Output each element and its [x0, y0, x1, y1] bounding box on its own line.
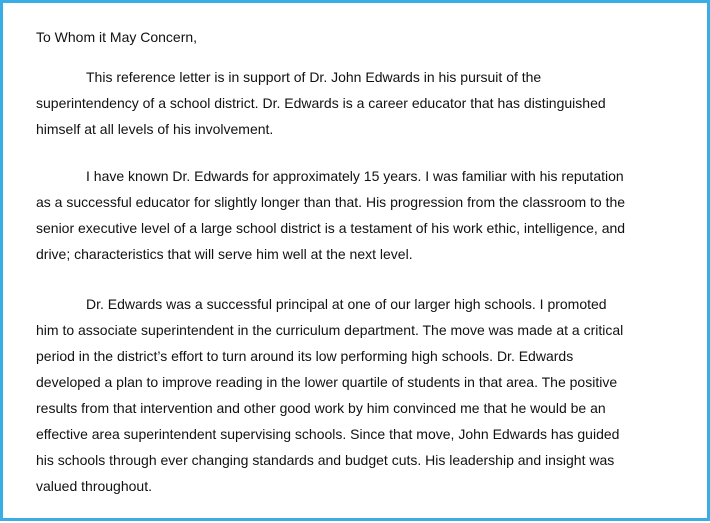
- reference-letter: [36, 25, 686, 523]
- paragraph-2: [36, 163, 686, 267]
- paragraph-1: [36, 64, 686, 142]
- paragraph-line: superintendency of a school district. Dr. Edwards is a career educator that has distinguished: [36, 95, 606, 111]
- paragraph-line: This reference letter is in support of Dr. John Edwards in his pursuit of the: [86, 69, 542, 85]
- paragraph-line: effective area superintendent supervising schools. Since that move, John Edwards has guided: [36, 426, 620, 442]
- paragraph-3: [36, 291, 686, 499]
- paragraph-line: I have known Dr. Edwards for approximately 15 years. I was familiar with his reputation: [86, 168, 624, 184]
- paragraph-line: senior executive level of a large school district is a testament of his work ethic, intelligence, and: [36, 220, 626, 236]
- paragraph-line: period in the district’s effort to turn around its low performing high schools. Dr. Edwards: [36, 348, 574, 364]
- paragraph-line: valued throughout.: [36, 478, 152, 494]
- paragraph-line: developed a plan to improve reading in the lower quartile of students in that area. The positive: [36, 374, 618, 390]
- salutation: To Whom it May Concern,: [36, 29, 198, 45]
- paragraph-line: Dr. Edwards was a successful principal at one of our larger high schools. I promoted: [86, 296, 607, 312]
- paragraph-line: drive; characteristics that will serve him well at the next level.: [36, 246, 413, 262]
- paragraph-line: him to associate superintendent in the curriculum department. The move was made at a critical: [36, 322, 624, 338]
- paragraph-line: himself at all levels of his involvement.: [36, 121, 274, 137]
- paragraph-line: as a successful educator for slightly longer than that. His progression from the classroom to the: [36, 194, 626, 210]
- paragraph-line: his schools through ever changing standards and budget cuts. His leadership and insight was: [36, 452, 615, 468]
- paragraph-line: results from that intervention and other good work by him convinced me that he would be an: [36, 400, 606, 416]
